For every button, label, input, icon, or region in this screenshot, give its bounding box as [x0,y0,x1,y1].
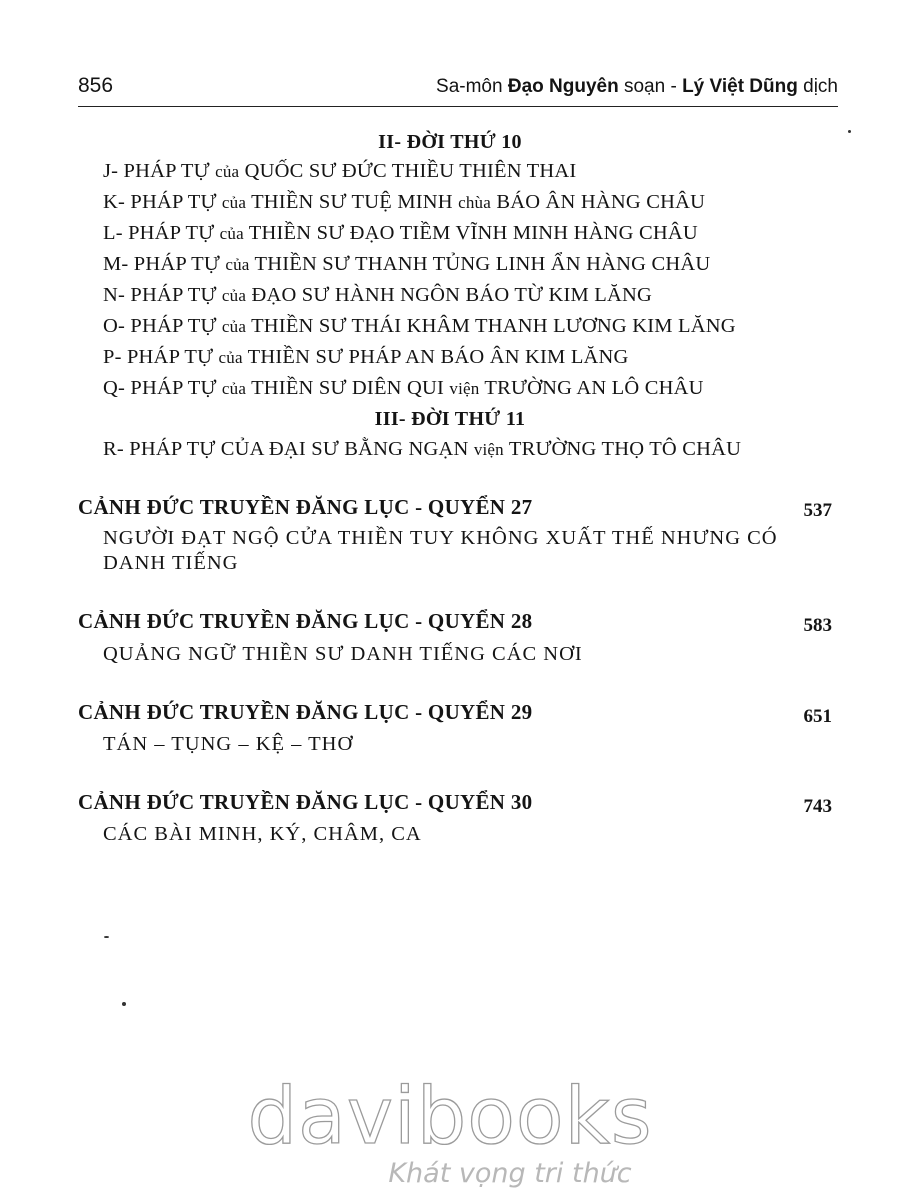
toc-entry [103,222,698,245]
toc-entry [103,377,704,400]
volume-page-number: 651 [803,706,832,727]
toc-entry [103,438,741,461]
author-suffix: soạn - [618,76,683,97]
entry-particle: của [219,224,244,243]
entry-tail: THIỀN SƯ ĐẠO TIỀM VĨNH MINH HÀNG CHÂU [243,222,698,244]
generation-heading: III- ĐỜI THỨ 11 [374,408,526,430]
volume-description: CÁC BÀI MINH, KÝ, CHÂM, CA [103,823,422,845]
translator-suffix: dịch [797,76,838,97]
entry-tail: THIỀN SƯ THÁI KHÂM THANH LƯƠNG KIM LĂNG [246,315,736,337]
running-title [436,76,838,98]
volume-title: CẢNH ĐỨC TRUYỀN ĐĂNG LỤC - QUYỂN 28 [78,609,533,633]
entry-particle: viện [473,440,504,459]
entry-tail: QUỐC SƯ ĐỨC THIỀU THIÊN THAI [239,160,577,182]
entry-tail: THIỀN SƯ DIÊN QUI [246,377,450,399]
entry-particle: của [221,286,247,305]
entry-particle: của [218,348,243,367]
scan-speck [104,936,109,938]
toc-entry [103,191,705,214]
volume-description: TÁN – TỤNG – KỆ – THƠ [103,733,354,755]
toc-entry [103,160,576,183]
volume-title: CẢNH ĐỨC TRUYỀN ĐĂNG LỤC - QUYỂN 27 [78,495,533,519]
entry-lead: N- PHÁP TỰ [103,284,222,306]
entry-lead: J- PHÁP TỰ [103,160,216,182]
entry-particle: của [215,162,240,181]
entry-tail: TRƯỜNG AN LÔ CHÂU [479,377,704,399]
volume-page-number: 743 [803,796,832,817]
toc-entry [103,284,652,307]
entry-tail: BÁO ÂN HÀNG CHÂU [491,191,706,213]
volume-description: QUẢNG NGỮ THIỀN SƯ DANH TIẾNG CÁC NƠI [103,643,583,665]
entry-particle: chùa [458,193,492,212]
author-prefix: Sa-môn [436,76,508,97]
watermark-logo: davibooks [247,1072,653,1162]
watermark-tagline: Khát vọng tri thức [388,1158,632,1189]
scan-speck [848,130,851,133]
generation-heading: II- ĐỜI THỨ 10 [378,131,522,153]
entry-particle: của [225,255,250,274]
author-name: Đạo Nguyên [507,76,619,97]
volume-title: CẢNH ĐỨC TRUYỀN ĐĂNG LỤC - QUYỂN 29 [78,700,533,724]
toc-entry [103,346,629,369]
entry-tail: THIỀN SƯ TUỆ MINH [246,191,459,213]
volume-page-number: 583 [803,615,832,636]
entry-particle: của [221,317,247,336]
entry-lead: O- PHÁP TỰ [103,315,222,337]
volume-description: NGƯỜI ĐẠT NGỘ CỬA THIỀN TUY KHÔNG XUẤT THẾ NHƯNG CÓ DANH TIẾNG [103,527,778,574]
entry-lead: P- PHÁP TỰ [103,346,219,368]
entry-tail: TRƯỜNG THỌ TÔ CHÂU [503,438,742,460]
entry-tail: THIỀN SƯ THANH TỦNG LINH ẨN HÀNG CHÂU [249,253,711,275]
toc-entry [103,315,736,338]
page-header [78,72,838,107]
toc-entry [103,253,710,276]
scan-speck [122,1002,126,1006]
page-number: 856 [78,74,114,97]
entry-particle: viện [449,379,480,398]
volume-title: CẢNH ĐỨC TRUYỀN ĐĂNG LỤC - QUYỂN 30 [78,790,533,814]
translator-name: Lý Việt Dũng [682,76,798,97]
entry-particle: của [221,379,247,398]
entry-tail: ĐẠO SƯ HÀNH NGÔN BÁO TỪ KIM LĂNG [246,284,653,306]
volume-page-number: 537 [803,500,832,521]
entry-lead: K- PHÁP TỰ [103,191,222,213]
entry-lead: Q- PHÁP TỰ [103,377,222,399]
entry-particle: của [221,193,247,212]
entry-lead: R- PHÁP TỰ CỦA ĐẠI SƯ BẰNG NGẠN [103,438,474,460]
entry-tail: THIỀN SƯ PHÁP AN BÁO ÂN KIM LĂNG [242,346,629,368]
entry-lead: M- PHÁP TỰ [103,253,226,275]
entry-lead: L- PHÁP TỰ [103,222,220,244]
